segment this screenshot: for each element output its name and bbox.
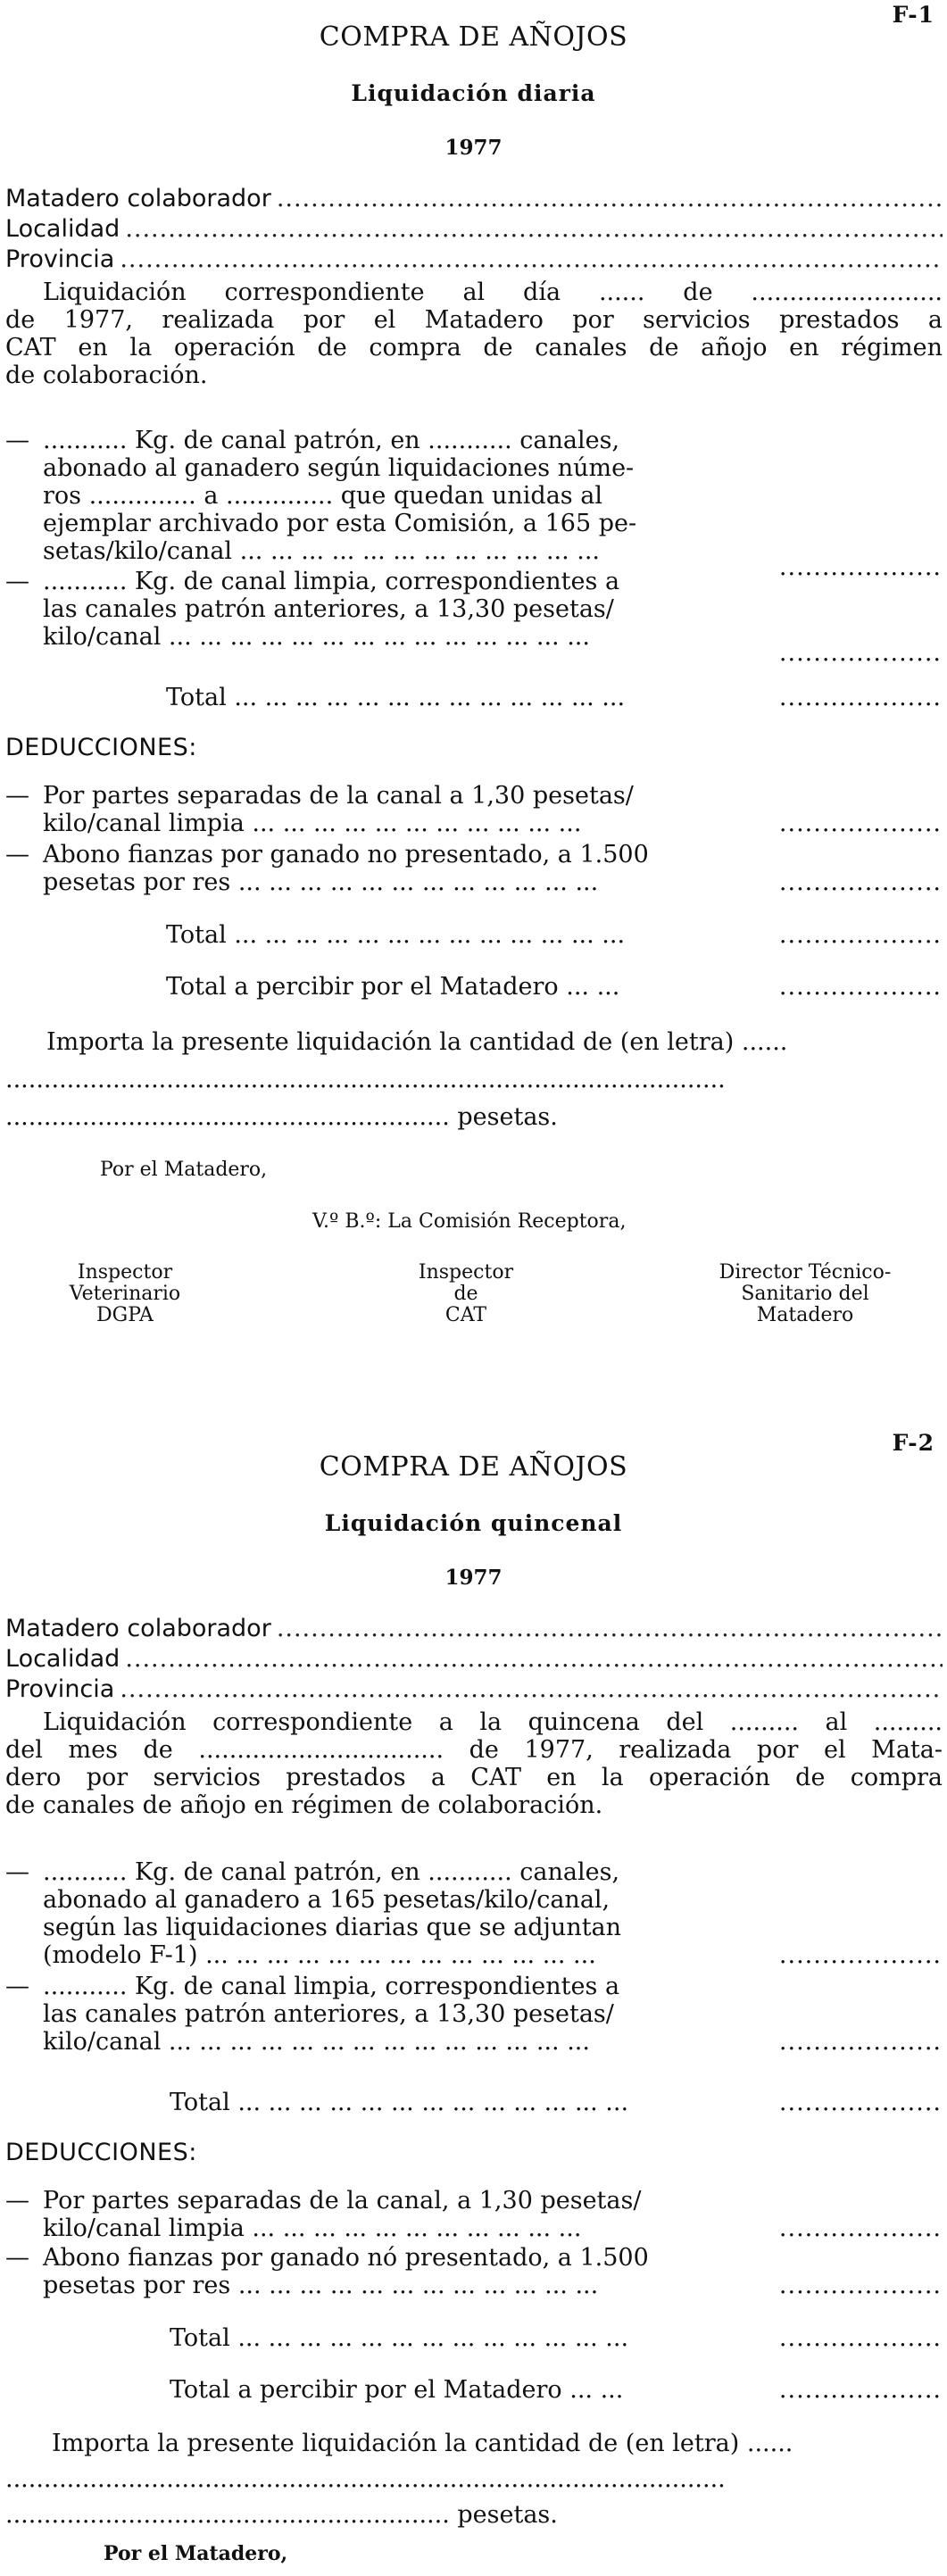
amount-total-deducciones[interactable]: ...................	[778, 2324, 942, 2352]
intro-line: Liquidación correspondiente a la quincena del ......... al .........	[43, 1708, 943, 1736]
dash-bullet: —	[5, 2244, 29, 2272]
ded-line: Por partes separadas de la canal a 1,30 pesetas/	[43, 782, 634, 810]
field-localidad[interactable]	[5, 214, 943, 245]
deducciones-heading: DEDUCCIONES:	[5, 734, 197, 761]
amount-canal-patron[interactable]: ...................	[778, 553, 942, 581]
form-title: COMPRA DE AÑOJOS	[319, 21, 628, 53]
field-localidad-label: Localidad	[5, 1645, 120, 1673]
form-year: 1977	[444, 1566, 503, 1590]
item-line: abonado al ganadero según liquidaciones núme-	[43, 454, 635, 482]
field-provincia-dots	[120, 245, 943, 275]
dash-bullet: —	[5, 427, 29, 454]
item-canal-patron	[5, 427, 943, 565]
letra-dots-line[interactable]: ..............................................................................................	[5, 1066, 726, 1093]
signature-line: Director Técnico-	[719, 1261, 892, 1284]
dash-bullet: —	[5, 1858, 29, 1886]
item-line: las canales patrón anteriores, a 13,30 pesetas/	[43, 2000, 614, 2028]
field-provincia[interactable]	[5, 245, 943, 275]
amount-fianzas[interactable]: ...................	[778, 868, 942, 896]
amount-total-deducciones[interactable]: ...................	[778, 921, 942, 949]
item-line: kilo/canal ... ... ... ... ... ... ... ... ... ... ... ... ... ...	[43, 623, 590, 651]
signature-line: CAT	[444, 1304, 487, 1326]
item-line: ........... Kg. de canal limpia, correspondientes a	[43, 568, 620, 595]
signature-line: Veterinario	[69, 1283, 181, 1305]
total-deducciones-line: Total ... ... ... ... ... ... ... ... ... ... ... ... ...	[170, 2324, 629, 2352]
amount-fianzas[interactable]: ...................	[778, 2272, 942, 2299]
signature-inspector-cat	[386, 1262, 546, 1326]
item-line: ........... Kg. de canal patrón, en ........... canales,	[43, 427, 620, 454]
pesetas-line[interactable]: .......................................................... pesetas.	[5, 1103, 558, 1131]
dash-bullet: —	[5, 568, 29, 595]
deducciones-heading: DEDUCCIONES:	[5, 2139, 197, 2166]
signature-line: Inspector	[77, 1261, 173, 1284]
intro-paragraph	[5, 278, 943, 389]
form-code: F-2	[892, 1430, 935, 1456]
ded-line: Abono fianzas por ganado nó presentado, a 1.500	[43, 2244, 649, 2272]
amount-canal-limpia[interactable]: ...................	[778, 2028, 942, 2056]
item-line: ........... Kg. de canal patrón, en ........... canales,	[43, 1858, 620, 1886]
signature-line: Sanitario del	[741, 1283, 869, 1305]
amount-total-percibir[interactable]: ...................	[778, 973, 942, 1001]
total-percibir-line: Total a percibir por el Matadero ... ...	[170, 2376, 624, 2404]
form-subtitle: Liquidación diaria	[351, 80, 596, 106]
por-matadero: Por el Matadero,	[104, 2542, 288, 2565]
dash-bullet: —	[5, 2187, 29, 2215]
amount-total-percibir[interactable]: ...................	[778, 2376, 942, 2404]
dash-bullet: —	[5, 1973, 29, 2000]
intro-line: de 1977, realizada por el Matadero por servicios prestados a	[5, 306, 943, 334]
ded-line: pesetas por res ... ... ... ... ... ... ... ... ... ... ... ...	[43, 868, 599, 896]
total-deducciones-line: Total ... ... ... ... ... ... ... ... ... ... ... ... ...	[166, 921, 626, 949]
intro-line: CAT en la operación de compra de canales de añojo en régimen	[5, 334, 943, 361]
field-localidad-dots	[125, 1644, 943, 1674]
field-matadero-label: Matadero colaborador	[5, 185, 271, 212]
total-line: Total ... ... ... ... ... ... ... ... ... ... ... ... ...	[170, 2089, 629, 2116]
ded-line: Por partes separadas de la canal, a 1,30 pesetas/	[43, 2187, 642, 2215]
form-code: F-1	[892, 2, 935, 28]
form-subtitle: Liquidación quincenal	[324, 1510, 623, 1536]
item-line: setas/kilo/canal ... ... ... ... ... ... ... ... ... ... ... ...	[43, 537, 601, 565]
dash-bullet: —	[5, 782, 29, 810]
field-provincia[interactable]	[5, 1674, 943, 1705]
letra-dots-line[interactable]: ..............................................................................................	[5, 2465, 726, 2493]
item-line: abonado al ganadero a 165 pesetas/kilo/canal,	[43, 1886, 611, 1914]
amount-total[interactable]: ...................	[778, 2089, 942, 2116]
intro-line: de canales de añojo en régimen de colaboración.	[5, 1791, 603, 1819]
amount-partes-separadas[interactable]: ...................	[778, 2215, 942, 2242]
item-line: ejemplar archivado por esta Comisión, a 165 pe-	[43, 510, 637, 537]
amount-partes-separadas[interactable]: ...................	[778, 810, 942, 837]
importa-line: Importa la presente liquidación la cantidad de (en letra) ......	[46, 1028, 788, 1056]
field-provincia-dots	[120, 1674, 943, 1705]
field-matadero[interactable]	[5, 184, 943, 214]
ded-line: Abono fianzas por ganado no presentado, a 1.500	[43, 841, 649, 868]
dash-bullet: —	[5, 841, 29, 868]
amount-total[interactable]: ...................	[778, 684, 942, 711]
field-matadero-label: Matadero colaborador	[5, 1615, 271, 1642]
visto-bueno: V.º B.º: La Comisión Receptora,	[312, 1210, 627, 1233]
field-provincia-label: Provincia	[5, 1675, 115, 1703]
signature-line: de	[453, 1283, 478, 1305]
item-line: según las liquidaciones diarias que se adjuntan	[43, 1914, 622, 1941]
intro-line: dero por servicios prestados a CAT en la operación de compra	[5, 1764, 943, 1791]
field-provincia-label: Provincia	[5, 245, 115, 273]
signature-director-tecnico	[689, 1262, 921, 1326]
item-line: ros .............. a .............. que quedan unidas al	[43, 482, 602, 510]
ded-line: kilo/canal limpia ... ... ... ... ... ... ... ... ... ... ...	[43, 2215, 582, 2242]
field-localidad-dots	[125, 214, 943, 245]
field-localidad[interactable]	[5, 1644, 943, 1674]
importa-line: Importa la presente liquidación la cantidad de (en letra) ......	[52, 2430, 793, 2457]
total-line: Total ... ... ... ... ... ... ... ... ... ... ... ... ...	[166, 684, 626, 711]
amount-canal-patron[interactable]: ...................	[778, 1941, 942, 1969]
item-line: las canales patrón anteriores, a 13,30 pesetas/	[43, 595, 614, 623]
item-line: kilo/canal ... ... ... ... ... ... ... ... ... ... ... ... ... ...	[43, 2028, 590, 2056]
ded-line: pesetas por res ... ... ... ... ... ... ... ... ... ... ... ...	[43, 2272, 599, 2299]
intro-line: Liquidación correspondiente al día ...... de .........................	[43, 278, 943, 306]
por-matadero: Por el Matadero,	[100, 1159, 268, 1181]
intro-line: de colaboración.	[5, 361, 208, 389]
total-percibir-line: Total a percibir por el Matadero ... ...	[166, 973, 620, 1001]
intro-paragraph	[5, 1708, 943, 1819]
field-matadero-dots	[277, 184, 943, 214]
field-matadero-dots	[277, 1614, 943, 1644]
form-year: 1977	[444, 136, 503, 160]
item-line: ........... Kg. de canal limpia, correspondientes a	[43, 1973, 620, 2000]
amount-canal-limpia[interactable]: ...................	[778, 639, 942, 667]
signature-line: Inspector	[418, 1261, 514, 1284]
signature-inspector-dgpa	[45, 1262, 205, 1326]
signature-line: DGPA	[96, 1304, 154, 1326]
ded-line: kilo/canal limpia ... ... ... ... ... ... ... ... ... ... ...	[43, 810, 582, 837]
form-title: COMPRA DE AÑOJOS	[319, 1451, 628, 1483]
pesetas-line[interactable]: .......................................................... pesetas.	[5, 2501, 558, 2529]
field-localidad-label: Localidad	[5, 215, 120, 243]
signature-line: Matadero	[756, 1304, 854, 1326]
item-line: (modelo F-1) ... ... ... ... ... ... ... ... ... ... ... ... ...	[43, 1941, 596, 1969]
field-matadero[interactable]	[5, 1614, 943, 1644]
intro-line: del mes de ................................ de 1977, realizada por el Mata-	[5, 1736, 943, 1764]
